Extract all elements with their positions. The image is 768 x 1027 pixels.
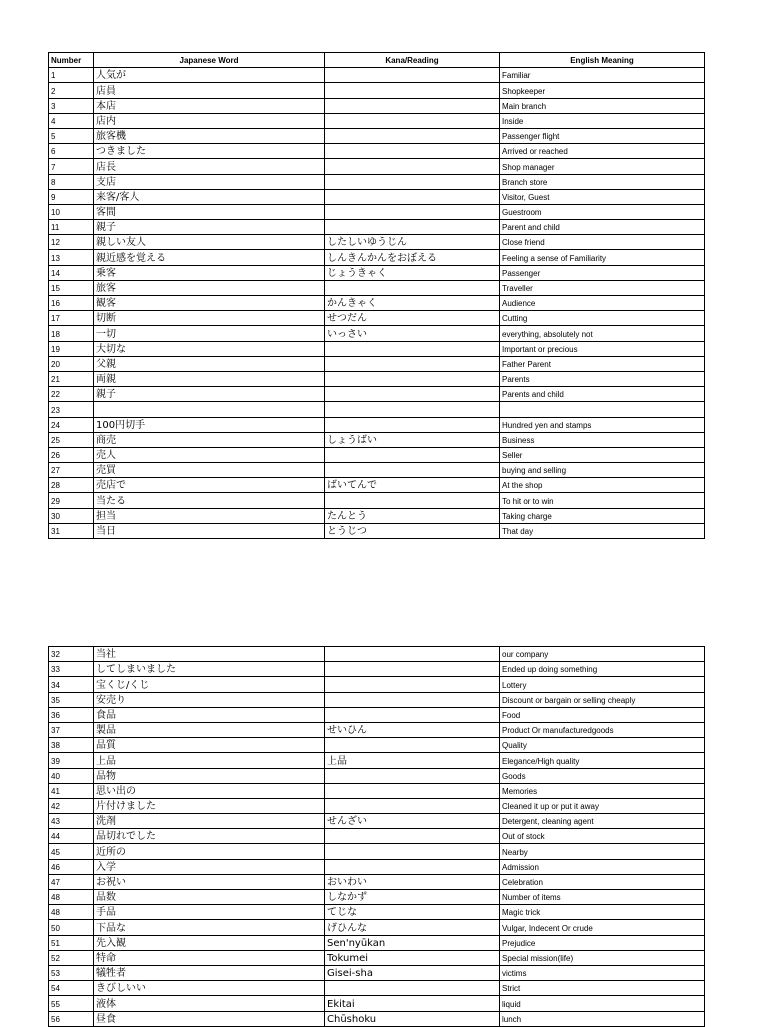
table-row xyxy=(49,478,705,493)
cell-number: 9 xyxy=(49,189,94,204)
cell-kana-reading xyxy=(325,98,500,113)
table-row xyxy=(49,68,705,83)
cell-number: 4 xyxy=(49,113,94,128)
vocabulary-table-1 xyxy=(48,52,705,539)
cell-kana-reading: せつだん xyxy=(325,311,500,326)
cell-english-meaning: Admission xyxy=(500,859,705,874)
table-row xyxy=(49,647,705,662)
cell-english-meaning: Inside xyxy=(500,113,705,128)
cell-japanese-word xyxy=(94,402,325,417)
cell-english-meaning: Detergent, cleaning agent xyxy=(500,814,705,829)
cell-japanese-word: 売店で xyxy=(94,478,325,493)
table-row xyxy=(49,189,705,204)
table-row xyxy=(49,935,705,950)
cell-japanese-word: 宝くじ/くじ xyxy=(94,677,325,692)
cell-number: 48 xyxy=(49,890,94,905)
cell-number: 38 xyxy=(49,738,94,753)
cell-japanese-word: お祝い xyxy=(94,874,325,889)
cell-number: 30 xyxy=(49,508,94,523)
cell-english-meaning: Number of items xyxy=(500,890,705,905)
cell-number: 7 xyxy=(49,159,94,174)
cell-japanese-word: 安売り xyxy=(94,692,325,707)
cell-japanese-word: 先入観 xyxy=(94,935,325,950)
cell-kana-reading xyxy=(325,341,500,356)
cell-japanese-word: 品質 xyxy=(94,738,325,753)
cell-english-meaning: At the shop xyxy=(500,478,705,493)
cell-kana-reading xyxy=(325,68,500,83)
cell-english-meaning: Close friend xyxy=(500,235,705,250)
cell-english-meaning: Visitor, Guest xyxy=(500,189,705,204)
cell-english-meaning: Parents and child xyxy=(500,387,705,402)
table-row xyxy=(49,707,705,722)
cell-japanese-word: きびしいい xyxy=(94,981,325,996)
cell-english-meaning: Shop manager xyxy=(500,159,705,174)
cell-kana-reading: したしいゆうじん xyxy=(325,235,500,250)
cell-japanese-word: 人気が xyxy=(94,68,325,83)
cell-kana-reading: いっさい xyxy=(325,326,500,341)
cell-japanese-word: 支店 xyxy=(94,174,325,189)
table-row xyxy=(49,738,705,753)
cell-japanese-word: 売買 xyxy=(94,463,325,478)
table-row xyxy=(49,493,705,508)
cell-kana-reading xyxy=(325,798,500,813)
cell-number: 15 xyxy=(49,280,94,295)
cell-japanese-word: 親子 xyxy=(94,387,325,402)
cell-japanese-word: 液体 xyxy=(94,996,325,1011)
cell-english-meaning: our company xyxy=(500,647,705,662)
cell-english-meaning: Parent and child xyxy=(500,220,705,235)
cell-kana-reading xyxy=(325,738,500,753)
table-row xyxy=(49,874,705,889)
cell-kana-reading xyxy=(325,189,500,204)
cell-japanese-word: 入学 xyxy=(94,859,325,874)
cell-number: 1 xyxy=(49,68,94,83)
cell-kana-reading xyxy=(325,356,500,371)
cell-number: 50 xyxy=(49,920,94,935)
cell-english-meaning: Passenger xyxy=(500,265,705,280)
cell-number: 44 xyxy=(49,829,94,844)
cell-japanese-word: 上品 xyxy=(94,753,325,768)
cell-japanese-word: 品数 xyxy=(94,890,325,905)
cell-japanese-word: 観客 xyxy=(94,296,325,311)
cell-japanese-word: 思い出の xyxy=(94,783,325,798)
cell-english-meaning: Father Parent xyxy=(500,356,705,371)
cell-kana-reading xyxy=(325,402,500,417)
cell-japanese-word: してしまいました xyxy=(94,662,325,677)
table-row xyxy=(49,341,705,356)
cell-kana-reading: てじな xyxy=(325,905,500,920)
cell-kana-reading: せんざい xyxy=(325,814,500,829)
cell-number: 33 xyxy=(49,662,94,677)
cell-kana-reading: げひんな xyxy=(325,920,500,935)
table-row xyxy=(49,113,705,128)
table-row xyxy=(49,965,705,980)
cell-number: 36 xyxy=(49,707,94,722)
table-row xyxy=(49,662,705,677)
table-row xyxy=(49,128,705,143)
cell-japanese-word: 店内 xyxy=(94,113,325,128)
cell-english-meaning: Seller xyxy=(500,447,705,462)
table-row xyxy=(49,311,705,326)
cell-kana-reading xyxy=(325,829,500,844)
cell-english-meaning: Traveller xyxy=(500,280,705,295)
cell-number: 46 xyxy=(49,859,94,874)
cell-number: 45 xyxy=(49,844,94,859)
cell-kana-reading xyxy=(325,647,500,662)
cell-number: 13 xyxy=(49,250,94,265)
cell-japanese-word: 昼食 xyxy=(94,1011,325,1026)
cell-japanese-word: 大切な xyxy=(94,341,325,356)
cell-kana-reading xyxy=(325,463,500,478)
cell-kana-reading: おいわい xyxy=(325,874,500,889)
cell-japanese-word: 犠牲者 xyxy=(94,965,325,980)
cell-english-meaning: Product Or manufacturedgoods xyxy=(500,722,705,737)
cell-japanese-word: 手品 xyxy=(94,905,325,920)
table-row xyxy=(49,280,705,295)
cell-kana-reading xyxy=(325,159,500,174)
cell-kana-reading xyxy=(325,144,500,159)
cell-kana-reading xyxy=(325,447,500,462)
cell-kana-reading: Gisei-sha xyxy=(325,965,500,980)
cell-kana-reading xyxy=(325,371,500,386)
cell-kana-reading: Ekitai xyxy=(325,996,500,1011)
cell-kana-reading: しょうばい xyxy=(325,432,500,447)
table-row xyxy=(49,844,705,859)
cell-number: 43 xyxy=(49,814,94,829)
cell-japanese-word: 特命 xyxy=(94,950,325,965)
cell-number: 55 xyxy=(49,996,94,1011)
table-row xyxy=(49,220,705,235)
cell-english-meaning: buying and selling xyxy=(500,463,705,478)
cell-kana-reading xyxy=(325,677,500,692)
cell-number: 20 xyxy=(49,356,94,371)
cell-number: 40 xyxy=(49,768,94,783)
cell-japanese-word: 当たる xyxy=(94,493,325,508)
table-row xyxy=(49,753,705,768)
cell-number: 11 xyxy=(49,220,94,235)
table-row xyxy=(49,798,705,813)
cell-english-meaning: Memories xyxy=(500,783,705,798)
table-row xyxy=(49,677,705,692)
cell-japanese-word: 店長 xyxy=(94,159,325,174)
cell-number: 22 xyxy=(49,387,94,402)
cell-kana-reading: じょうきゃく xyxy=(325,265,500,280)
cell-kana-reading xyxy=(325,493,500,508)
cell-english-meaning: victims xyxy=(500,965,705,980)
cell-number: 25 xyxy=(49,432,94,447)
cell-english-meaning: Ended up doing something xyxy=(500,662,705,677)
cell-kana-reading xyxy=(325,981,500,996)
cell-number: 27 xyxy=(49,463,94,478)
cell-number: 18 xyxy=(49,326,94,341)
cell-japanese-word: 当日 xyxy=(94,523,325,538)
table-row xyxy=(49,432,705,447)
cell-number: 26 xyxy=(49,447,94,462)
cell-kana-reading: Chūshoku xyxy=(325,1011,500,1026)
cell-kana-reading: しなかず xyxy=(325,890,500,905)
table-row xyxy=(49,235,705,250)
cell-kana-reading xyxy=(325,220,500,235)
cell-number: 29 xyxy=(49,493,94,508)
table-row xyxy=(49,174,705,189)
cell-kana-reading xyxy=(325,83,500,98)
cell-english-meaning: Lottery xyxy=(500,677,705,692)
cell-number: 17 xyxy=(49,311,94,326)
cell-number: 37 xyxy=(49,722,94,737)
table-row xyxy=(49,356,705,371)
cell-japanese-word: 洗剤 xyxy=(94,814,325,829)
cell-english-meaning xyxy=(500,402,705,417)
cell-number: 24 xyxy=(49,417,94,432)
cell-japanese-word: 客間 xyxy=(94,204,325,219)
cell-english-meaning: Audience xyxy=(500,296,705,311)
table-row xyxy=(49,144,705,159)
cell-english-meaning: Strict xyxy=(500,981,705,996)
cell-kana-reading xyxy=(325,768,500,783)
cell-number: 2 xyxy=(49,83,94,98)
cell-english-meaning: Main branch xyxy=(500,98,705,113)
cell-number: 10 xyxy=(49,204,94,219)
cell-number: 23 xyxy=(49,402,94,417)
cell-kana-reading xyxy=(325,387,500,402)
cell-kana-reading: しんきんかんをおぼえる xyxy=(325,250,500,265)
cell-japanese-word: 切断 xyxy=(94,311,325,326)
cell-number: 5 xyxy=(49,128,94,143)
cell-number: 52 xyxy=(49,950,94,965)
cell-english-meaning: Feeling a sense of Familiarity xyxy=(500,250,705,265)
cell-english-meaning: Arrived or reached xyxy=(500,144,705,159)
cell-english-meaning: Familiar xyxy=(500,68,705,83)
cell-japanese-word: 来客/客人 xyxy=(94,189,325,204)
cell-english-meaning: That day xyxy=(500,523,705,538)
cell-english-meaning: Quality xyxy=(500,738,705,753)
cell-number: 31 xyxy=(49,523,94,538)
cell-english-meaning: Magic trick xyxy=(500,905,705,920)
cell-japanese-word: 製品 xyxy=(94,722,325,737)
cell-number: 12 xyxy=(49,235,94,250)
table-row xyxy=(49,950,705,965)
cell-kana-reading: とうじつ xyxy=(325,523,500,538)
cell-english-meaning: Branch store xyxy=(500,174,705,189)
cell-japanese-word: 旅客機 xyxy=(94,128,325,143)
table-row xyxy=(49,326,705,341)
table-row xyxy=(49,371,705,386)
cell-japanese-word: 一切 xyxy=(94,326,325,341)
header-japanese-word: Japanese Word xyxy=(94,53,325,68)
cell-english-meaning: Taking charge xyxy=(500,508,705,523)
table-row xyxy=(49,83,705,98)
cell-number: 28 xyxy=(49,478,94,493)
cell-number: 48 xyxy=(49,905,94,920)
cell-number: 56 xyxy=(49,1011,94,1026)
table-row xyxy=(49,890,705,905)
cell-japanese-word: 両親 xyxy=(94,371,325,386)
cell-number: 8 xyxy=(49,174,94,189)
cell-english-meaning: Parents xyxy=(500,371,705,386)
table-row xyxy=(49,387,705,402)
cell-english-meaning: liquid xyxy=(500,996,705,1011)
cell-japanese-word: 当社 xyxy=(94,647,325,662)
cell-english-meaning: lunch xyxy=(500,1011,705,1026)
cell-kana-reading xyxy=(325,844,500,859)
cell-kana-reading xyxy=(325,174,500,189)
cell-kana-reading: Sen'nyūkan xyxy=(325,935,500,950)
table-row xyxy=(49,204,705,219)
cell-number: 34 xyxy=(49,677,94,692)
table-row xyxy=(49,981,705,996)
cell-english-meaning: Passenger flight xyxy=(500,128,705,143)
table-row xyxy=(49,250,705,265)
table-row xyxy=(49,783,705,798)
table-row xyxy=(49,508,705,523)
cell-english-meaning: Goods xyxy=(500,768,705,783)
cell-japanese-word: 品物 xyxy=(94,768,325,783)
cell-number: 42 xyxy=(49,798,94,813)
cell-kana-reading xyxy=(325,417,500,432)
table-row xyxy=(49,265,705,280)
cell-english-meaning: Important or precious xyxy=(500,341,705,356)
cell-number: 21 xyxy=(49,371,94,386)
cell-kana-reading: たんとう xyxy=(325,508,500,523)
cell-japanese-word: 下品な xyxy=(94,920,325,935)
cell-kana-reading xyxy=(325,859,500,874)
table-1-body xyxy=(49,68,705,539)
cell-kana-reading: Tokumei xyxy=(325,950,500,965)
vocabulary-table-2 xyxy=(48,646,705,1027)
cell-japanese-word: 売人 xyxy=(94,447,325,462)
cell-english-meaning: Shopkeeper xyxy=(500,83,705,98)
cell-english-meaning: Discount or bargain or selling cheaply xyxy=(500,692,705,707)
cell-kana-reading xyxy=(325,128,500,143)
cell-japanese-word: 本店 xyxy=(94,98,325,113)
cell-japanese-word: 旅客 xyxy=(94,280,325,295)
cell-number: 32 xyxy=(49,647,94,662)
cell-english-meaning: Business xyxy=(500,432,705,447)
cell-english-meaning: Vulgar, Indecent Or crude xyxy=(500,920,705,935)
cell-kana-reading xyxy=(325,707,500,722)
cell-english-meaning: Out of stock xyxy=(500,829,705,844)
table-row xyxy=(49,463,705,478)
table-row xyxy=(49,159,705,174)
cell-english-meaning: To hit or to win xyxy=(500,493,705,508)
cell-japanese-word: つきました xyxy=(94,144,325,159)
cell-number: 47 xyxy=(49,874,94,889)
header-number: Number xyxy=(49,53,94,68)
cell-japanese-word: 父親 xyxy=(94,356,325,371)
cell-number: 54 xyxy=(49,981,94,996)
cell-kana-reading: せいひん xyxy=(325,722,500,737)
cell-kana-reading xyxy=(325,692,500,707)
cell-number: 6 xyxy=(49,144,94,159)
cell-japanese-word: 親しい友人 xyxy=(94,235,325,250)
cell-number: 35 xyxy=(49,692,94,707)
cell-kana-reading xyxy=(325,280,500,295)
table-2-body xyxy=(49,647,705,1027)
table-row xyxy=(49,829,705,844)
cell-japanese-word: 品切れでした xyxy=(94,829,325,844)
table-row xyxy=(49,768,705,783)
table-row xyxy=(49,296,705,311)
cell-english-meaning: Cutting xyxy=(500,311,705,326)
cell-japanese-word: 近所の xyxy=(94,844,325,859)
table-row xyxy=(49,692,705,707)
cell-english-meaning: Special mission(life) xyxy=(500,950,705,965)
table-row xyxy=(49,814,705,829)
cell-japanese-word: 食品 xyxy=(94,707,325,722)
cell-japanese-word: 親近感を覚える xyxy=(94,250,325,265)
header-kana-reading: Kana/Reading xyxy=(325,53,500,68)
table-row xyxy=(49,98,705,113)
cell-kana-reading xyxy=(325,662,500,677)
table-row xyxy=(49,722,705,737)
header-english-meaning: English Meaning xyxy=(500,53,705,68)
table-row xyxy=(49,996,705,1011)
cell-english-meaning: Food xyxy=(500,707,705,722)
table-row xyxy=(49,402,705,417)
cell-japanese-word: 店員 xyxy=(94,83,325,98)
cell-kana-reading xyxy=(325,783,500,798)
cell-kana-reading: かんきゃく xyxy=(325,296,500,311)
cell-japanese-word: 100円切手 xyxy=(94,417,325,432)
cell-kana-reading: 上品 xyxy=(325,753,500,768)
cell-english-meaning: Cleaned it up or put it away xyxy=(500,798,705,813)
cell-number: 51 xyxy=(49,935,94,950)
table-row xyxy=(49,920,705,935)
cell-english-meaning: Hundred yen and stamps xyxy=(500,417,705,432)
table-row xyxy=(49,523,705,538)
cell-japanese-word: 担当 xyxy=(94,508,325,523)
cell-english-meaning: Prejudice xyxy=(500,935,705,950)
table-row xyxy=(49,859,705,874)
cell-number: 53 xyxy=(49,965,94,980)
cell-number: 41 xyxy=(49,783,94,798)
cell-japanese-word: 片付けました xyxy=(94,798,325,813)
cell-kana-reading xyxy=(325,204,500,219)
cell-kana-reading xyxy=(325,113,500,128)
cell-english-meaning: Guestroom xyxy=(500,204,705,219)
cell-japanese-word: 乗客 xyxy=(94,265,325,280)
cell-number: 16 xyxy=(49,296,94,311)
cell-english-meaning: Celebration xyxy=(500,874,705,889)
cell-japanese-word: 商売 xyxy=(94,432,325,447)
cell-kana-reading: ばいてんで xyxy=(325,478,500,493)
cell-english-meaning: everything, absolutely not xyxy=(500,326,705,341)
cell-english-meaning: Nearby xyxy=(500,844,705,859)
cell-number: 39 xyxy=(49,753,94,768)
table-row xyxy=(49,417,705,432)
table-row xyxy=(49,447,705,462)
cell-english-meaning: Elegance/High quality xyxy=(500,753,705,768)
cell-japanese-word: 親子 xyxy=(94,220,325,235)
table-row xyxy=(49,905,705,920)
table-header-row xyxy=(49,53,705,68)
cell-number: 14 xyxy=(49,265,94,280)
cell-number: 3 xyxy=(49,98,94,113)
cell-number: 19 xyxy=(49,341,94,356)
